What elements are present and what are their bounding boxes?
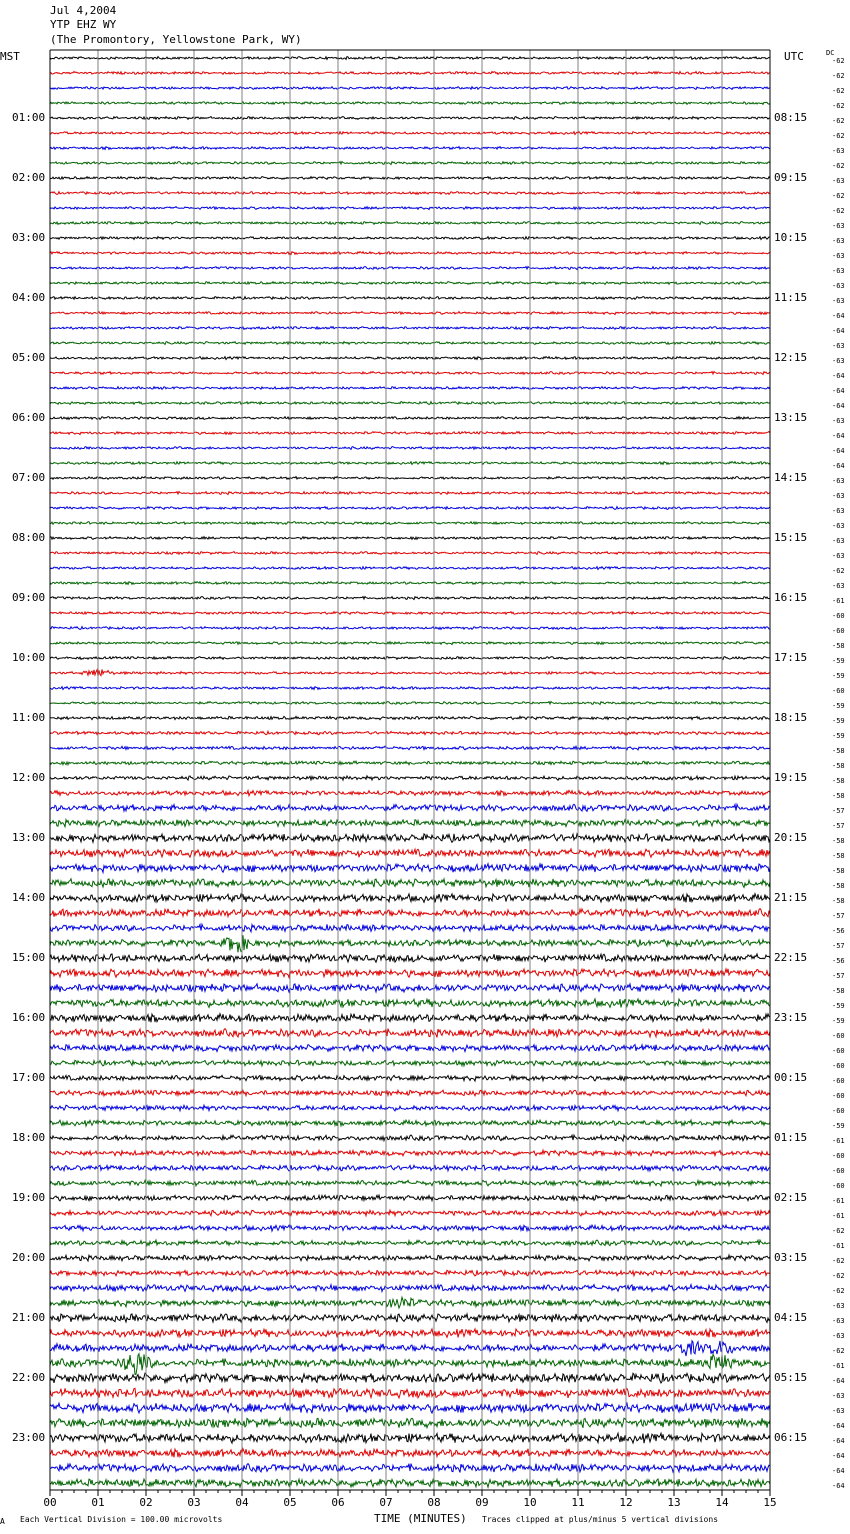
dc-offset-label: -64 <box>832 1452 845 1460</box>
trace-31 <box>50 522 770 525</box>
trace-32 <box>50 537 770 540</box>
dc-offset-label: -63 <box>832 267 845 275</box>
trace-22 <box>50 387 770 390</box>
dc-offset-label: -62 <box>832 1227 845 1235</box>
dc-offset-label: -63 <box>832 522 845 530</box>
dc-offset-label: -60 <box>832 627 845 635</box>
trace-layer <box>50 57 770 1488</box>
trace-92 <box>50 1433 770 1443</box>
right-hour-label: 01:15 <box>774 1131 808 1144</box>
dc-offset-label: -56 <box>832 957 845 965</box>
dc-offset-label: -63 <box>832 552 845 560</box>
right-hour-label: 11:15 <box>774 291 808 304</box>
trace-0 <box>50 57 770 60</box>
trace-93 <box>50 1449 770 1458</box>
trace-40 <box>50 657 770 660</box>
minute-gridlines <box>50 50 770 1490</box>
trace-59 <box>50 935 770 952</box>
trace-29 <box>50 492 770 495</box>
dc-offset-label: -56 <box>832 927 845 935</box>
dc-offset-label: -60 <box>832 1182 845 1190</box>
trace-77 <box>50 1210 770 1216</box>
footer-mark: A <box>0 1517 5 1526</box>
trace-83 <box>50 1297 770 1308</box>
trace-57 <box>50 909 770 917</box>
dc-offset-label: -58 <box>832 897 845 905</box>
trace-48 <box>50 776 770 780</box>
trace-69 <box>50 1090 770 1096</box>
trace-46 <box>50 746 770 750</box>
trace-17 <box>50 312 770 315</box>
left-hour-label: 08:00 <box>12 531 46 544</box>
trace-71 <box>50 1120 770 1126</box>
right-hour-label: 05:15 <box>774 1371 808 1384</box>
x-tick-label: 00 <box>43 1496 57 1509</box>
dc-offset-label: -62 <box>832 162 845 170</box>
dc-offset-label: -64 <box>832 1482 845 1490</box>
right-hour-label: 04:15 <box>774 1311 808 1324</box>
trace-1 <box>50 72 770 75</box>
dc-offset-label: -64 <box>832 312 845 320</box>
dc-offset-label: -57 <box>832 972 845 980</box>
right-hour-label: 17:15 <box>774 651 808 664</box>
x-tick-label: 09 <box>475 1496 489 1509</box>
dc-offset-label: -63 <box>832 222 845 230</box>
trace-72 <box>50 1135 770 1141</box>
left-hour-label: 19:00 <box>12 1191 46 1204</box>
right-hour-label: 06:15 <box>774 1431 808 1444</box>
right-hour-label: 10:15 <box>774 231 808 244</box>
trace-24 <box>50 417 770 420</box>
trace-61 <box>50 969 770 978</box>
trace-16 <box>50 297 770 300</box>
dc-offset-label: -58 <box>832 777 845 785</box>
x-tick-label: 05 <box>283 1496 297 1509</box>
dc-offset-label: -61 <box>832 1197 845 1205</box>
dc-offset-label: -63 <box>832 237 845 245</box>
dc-offset-label: -61 <box>832 597 845 605</box>
x-tick-label: 07 <box>379 1496 393 1509</box>
trace-73 <box>50 1150 770 1156</box>
dc-offset-label: -63 <box>832 537 845 545</box>
dc-offset-label: -58 <box>832 882 845 890</box>
left-timezone-label: MST <box>0 50 20 63</box>
trace-4 <box>50 117 770 120</box>
trace-67 <box>50 1060 770 1066</box>
left-hour-label: 21:00 <box>12 1311 46 1324</box>
left-hour-label: 13:00 <box>12 831 46 844</box>
dc-offset-label: -59 <box>832 702 845 710</box>
left-hour-label: 16:00 <box>12 1011 46 1024</box>
dc-offset-label: -60 <box>832 1167 845 1175</box>
trace-85 <box>50 1329 770 1338</box>
trace-89 <box>50 1388 770 1398</box>
dc-offset-label: -62 <box>832 1257 845 1265</box>
x-axis-title: TIME (MINUTES) <box>374 1512 467 1525</box>
right-hour-label: 20:15 <box>774 831 808 844</box>
dc-offset-label: -64 <box>832 402 845 410</box>
plot-date: Jul 4,2004 <box>50 4 117 17</box>
dc-offset-label: -63 <box>832 147 845 155</box>
right-hour-label: 12:15 <box>774 351 808 364</box>
trace-21 <box>50 372 770 375</box>
x-tick-label: 12 <box>619 1496 633 1509</box>
dc-offset-label: -57 <box>832 912 845 920</box>
trace-49 <box>50 790 770 795</box>
dc-offset-label: -59 <box>832 1002 845 1010</box>
dc-offset-label: -58 <box>832 987 845 995</box>
x-tick-label: 14 <box>715 1496 729 1509</box>
trace-39 <box>50 642 770 645</box>
dc-offset-label: -60 <box>832 1107 845 1115</box>
dc-offset-label: -62 <box>832 1272 845 1280</box>
dc-offset-label: -63 <box>832 1317 845 1325</box>
dc-offset-label: -58 <box>832 792 845 800</box>
left-hour-label: 18:00 <box>12 1131 46 1144</box>
right-hour-label: 00:15 <box>774 1071 808 1084</box>
dc-offset-label: -60 <box>832 1062 845 1070</box>
dc-offset-label: -64 <box>832 1467 845 1475</box>
dc-offset-label: -64 <box>832 1422 845 1430</box>
x-tick-label: 06 <box>331 1496 345 1509</box>
trace-41 <box>50 669 770 676</box>
right-hour-label: 21:15 <box>774 891 808 904</box>
trace-88 <box>50 1373 770 1383</box>
trace-50 <box>50 804 770 811</box>
trace-19 <box>50 342 770 345</box>
dc-offset-label: -63 <box>832 282 845 290</box>
dc-offset-label: -59 <box>832 1122 845 1130</box>
trace-27 <box>50 462 770 465</box>
dc-offset-label: -58 <box>832 747 845 755</box>
x-tick-label: 13 <box>667 1496 681 1509</box>
dc-offset-label: -62 <box>832 1347 845 1355</box>
trace-56 <box>50 894 770 903</box>
dc-offset-label: -60 <box>832 687 845 695</box>
x-tick-label: 04 <box>235 1496 249 1509</box>
dc-offset-label: -60 <box>832 1047 845 1055</box>
dc-offset-label: -58 <box>832 642 845 650</box>
trace-74 <box>50 1165 770 1171</box>
left-hour-label: 05:00 <box>12 351 46 364</box>
dc-offset-label: -63 <box>832 1392 845 1400</box>
right-hour-label: 09:15 <box>774 171 808 184</box>
trace-53 <box>50 849 770 857</box>
left-hour-label: 11:00 <box>12 711 46 724</box>
dc-offset-label: -62 <box>832 87 845 95</box>
dc-offset-label: -62 <box>832 1287 845 1295</box>
trace-91 <box>50 1418 770 1428</box>
right-hour-label: 19:15 <box>774 771 808 784</box>
x-axis <box>43 1490 776 1509</box>
right-hour-label: 18:15 <box>774 711 808 724</box>
x-tick-label: 01 <box>91 1496 105 1509</box>
scale-note: Each Vertical Division = 100.00 microvolts <box>20 1515 223 1524</box>
trace-30 <box>50 507 770 510</box>
dc-offset-label: -59 <box>832 657 845 665</box>
dc-offset-label: -64 <box>832 462 845 470</box>
trace-38 <box>50 627 770 630</box>
left-hour-label: 01:00 <box>12 111 46 124</box>
dc-offset-label: -63 <box>832 1332 845 1340</box>
station-code: YTP EHZ WY <box>50 18 117 31</box>
trace-84 <box>50 1314 770 1323</box>
left-hour-label: 22:00 <box>12 1371 46 1384</box>
dc-offset-label: -63 <box>832 177 845 185</box>
trace-81 <box>50 1270 770 1276</box>
dc-offset-label: -61 <box>832 1362 845 1370</box>
dc-offset-label: -60 <box>832 1032 845 1040</box>
dc-offset-label: -63 <box>832 417 845 425</box>
trace-28 <box>50 477 770 480</box>
trace-23 <box>50 402 770 405</box>
dc-offset-label: -58 <box>832 852 845 860</box>
left-hour-label: 17:00 <box>12 1071 46 1084</box>
dc-offset-label: -62 <box>832 117 845 125</box>
trace-5 <box>50 132 770 135</box>
dc-offset-label: -58 <box>832 867 845 875</box>
trace-45 <box>50 731 770 734</box>
left-hour-label: 09:00 <box>12 591 46 604</box>
dc-offset-label: -60 <box>832 1077 845 1085</box>
right-hour-label: 14:15 <box>774 471 808 484</box>
left-hour-label: 04:00 <box>12 291 46 304</box>
dc-offset-label: -63 <box>832 342 845 350</box>
trace-90 <box>50 1403 770 1413</box>
dc-offset-label: -63 <box>832 357 845 365</box>
trace-13 <box>50 252 770 255</box>
trace-95 <box>50 1479 770 1487</box>
dc-offset-label: -62 <box>832 57 845 65</box>
trace-11 <box>50 222 770 225</box>
dc-offset-label: -62 <box>832 567 845 575</box>
right-hour-label: 08:15 <box>774 111 808 124</box>
right-hour-label: 02:15 <box>774 1191 808 1204</box>
trace-63 <box>50 999 770 1008</box>
trace-18 <box>50 327 770 330</box>
trace-78 <box>50 1225 770 1231</box>
right-hour-label: 03:15 <box>774 1251 808 1264</box>
trace-37 <box>50 612 770 615</box>
dc-offset-label: -64 <box>832 372 845 380</box>
right-hour-label: 16:15 <box>774 591 808 604</box>
x-tick-label: 15 <box>763 1496 777 1509</box>
left-hour-label: 23:00 <box>12 1431 46 1444</box>
dc-offset-label: -64 <box>832 1377 845 1385</box>
dc-offset-label: -64 <box>832 1437 845 1445</box>
trace-68 <box>50 1075 770 1081</box>
dc-offset-label: -61 <box>832 1137 845 1145</box>
trace-79 <box>50 1240 770 1246</box>
dc-offset-label: -64 <box>832 387 845 395</box>
trace-9 <box>50 192 770 195</box>
dc-offset-label: -64 <box>832 327 845 335</box>
trace-65 <box>50 1029 770 1038</box>
trace-86 <box>50 1341 770 1356</box>
x-tick-label: 10 <box>523 1496 537 1509</box>
trace-82 <box>50 1285 770 1292</box>
dc-offset-label: -57 <box>832 822 845 830</box>
dc-offset-label: -63 <box>832 492 845 500</box>
dc-offset-label: -62 <box>832 207 845 215</box>
dc-offset-label: -63 <box>832 1407 845 1415</box>
trace-87 <box>50 1354 770 1375</box>
trace-75 <box>50 1180 770 1186</box>
left-hour-label: 07:00 <box>12 471 46 484</box>
trace-3 <box>50 102 770 105</box>
dc-offset-label: -62 <box>832 102 845 110</box>
dc-offset-label: -63 <box>832 1302 845 1310</box>
dc-offset-label: -57 <box>832 942 845 950</box>
trace-10 <box>50 207 770 210</box>
trace-35 <box>50 582 770 585</box>
trace-76 <box>50 1195 770 1201</box>
dc-offset-label: -61 <box>832 1242 845 1250</box>
dc-offset-label: -59 <box>832 717 845 725</box>
trace-80 <box>50 1255 770 1261</box>
trace-7 <box>50 162 770 165</box>
dc-offset-label: -60 <box>832 612 845 620</box>
dc-offset-label: -63 <box>832 297 845 305</box>
trace-6 <box>50 147 770 150</box>
dc-offset-label: -57 <box>832 807 845 815</box>
trace-54 <box>50 864 770 873</box>
right-hour-label: 23:15 <box>774 1011 808 1024</box>
dc-offset-label: -64 <box>832 447 845 455</box>
left-hour-label: 06:00 <box>12 411 46 424</box>
trace-60 <box>50 954 770 962</box>
x-tick-label: 02 <box>139 1496 153 1509</box>
left-hour-label: 10:00 <box>12 651 46 664</box>
clip-note: Traces clipped at plus/minus 5 vertical divisions <box>482 1515 719 1524</box>
trace-51 <box>50 819 770 826</box>
right-hour-label: 15:15 <box>774 531 808 544</box>
dc-offset-label: -63 <box>832 582 845 590</box>
x-tick-label: 03 <box>187 1496 201 1509</box>
trace-36 <box>50 597 770 600</box>
right-hour-label: 22:15 <box>774 951 808 964</box>
trace-47 <box>50 761 770 765</box>
trace-43 <box>50 702 770 705</box>
dc-offset-label: -62 <box>832 72 845 80</box>
left-hour-label: 03:00 <box>12 231 46 244</box>
dc-offset-label: -63 <box>832 507 845 515</box>
left-hour-label: 12:00 <box>12 771 46 784</box>
dc-offset-label: -60 <box>832 1152 845 1160</box>
trace-44 <box>50 716 770 719</box>
left-hour-label: 20:00 <box>12 1251 46 1264</box>
dc-offset-label: -58 <box>832 762 845 770</box>
dc-offset-label: -59 <box>832 672 845 680</box>
dc-header-label: DC <box>826 49 835 57</box>
trace-55 <box>50 879 770 888</box>
trace-70 <box>50 1105 770 1111</box>
left-hour-label: 15:00 <box>12 951 46 964</box>
trace-52 <box>50 834 770 843</box>
trace-26 <box>50 447 770 450</box>
trace-15 <box>50 282 770 285</box>
station-location: (The Promontory, Yellowstone Park, WY) <box>50 33 302 46</box>
left-hour-label: 02:00 <box>12 171 46 184</box>
right-timezone-label: UTC <box>784 50 804 63</box>
trace-34 <box>50 567 770 570</box>
trace-66 <box>50 1045 770 1052</box>
dc-offset-label: -59 <box>832 1017 845 1025</box>
dc-offset-label: -63 <box>832 477 845 485</box>
right-hour-label: 13:15 <box>774 411 808 424</box>
trace-94 <box>50 1464 770 1473</box>
trace-2 <box>50 87 770 90</box>
trace-8 <box>50 177 770 180</box>
trace-58 <box>50 924 770 931</box>
x-tick-label: 11 <box>571 1496 585 1509</box>
dc-offset-label: -60 <box>832 1092 845 1100</box>
trace-33 <box>50 552 770 555</box>
dc-offset-label: -61 <box>832 1212 845 1220</box>
trace-62 <box>50 984 770 992</box>
trace-20 <box>50 357 770 360</box>
dc-offset-label: -59 <box>832 732 845 740</box>
dc-offset-label: -58 <box>832 837 845 845</box>
dc-offset-label: -64 <box>832 432 845 440</box>
trace-42 <box>50 687 770 690</box>
trace-12 <box>50 237 770 240</box>
dc-offset-label: -62 <box>832 132 845 140</box>
trace-14 <box>50 267 770 270</box>
dc-offset-label: -63 <box>832 252 845 260</box>
x-tick-label: 08 <box>427 1496 441 1509</box>
trace-25 <box>50 432 770 435</box>
trace-64 <box>50 1014 770 1023</box>
dc-offset-label: -62 <box>832 192 845 200</box>
left-hour-label: 14:00 <box>12 891 46 904</box>
